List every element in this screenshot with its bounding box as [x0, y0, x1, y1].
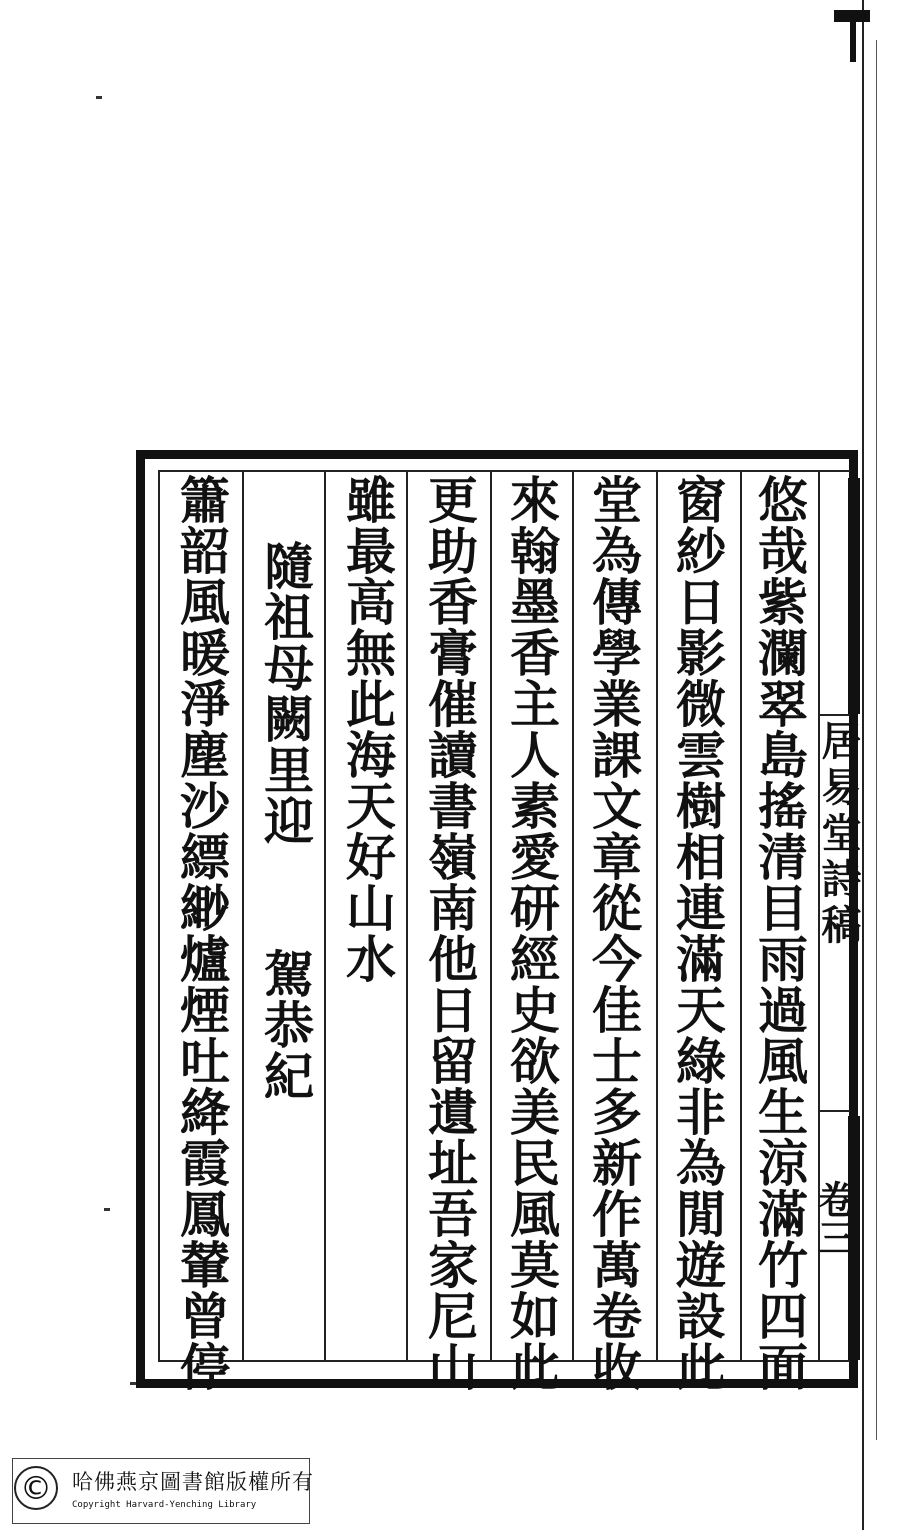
text-column-2: 窗紗日影微雲樹相連滿天綠非為閒遊設此: [668, 474, 727, 1392]
banxin-page-label: 卷三: [812, 1180, 857, 1256]
binding-edge-line-inner: [876, 40, 877, 1440]
column-rule: [572, 472, 574, 1360]
text-column-5: 更助香膏催讀書嶺南他日留遺址吾家尼山: [420, 474, 479, 1392]
text-column-10: 簫韶風暖淨塵沙縹緲爐煙吐絳霞鳳輦曾停: [172, 474, 231, 1392]
copyright-english: Copyright Harvard-Yenching Library: [72, 1500, 257, 1510]
column-rule: [656, 472, 658, 1360]
text-column-6: 雖最高無此海天好山水: [338, 474, 397, 984]
poem-title: 隨祖母闕里迎 駕恭紀: [256, 540, 315, 1101]
fishtail-mark-top: [848, 478, 860, 714]
banxin-rule: [818, 714, 850, 716]
corner-mark: [834, 10, 870, 22]
corner-tick: [850, 22, 856, 62]
banxin-rule: [818, 1110, 850, 1112]
banxin-title: 居易堂詩稿: [815, 720, 862, 950]
column-rule: [242, 472, 244, 1360]
speck: [104, 1208, 110, 1211]
text-column-1: 悠哉紫瀾翠島搖清目雨過風生涼滿竹四面: [750, 474, 809, 1392]
column-rule: [406, 472, 408, 1360]
copyright-chinese: 哈佛燕京圖書館版權所有: [72, 1470, 314, 1494]
column-rule: [324, 472, 326, 1360]
text-column-3: 堂為傳學業課文章從今佳士多新作萬卷收: [584, 474, 643, 1392]
copyright-icon: ©: [14, 1466, 58, 1510]
speck: [96, 96, 102, 99]
column-rule: [490, 472, 492, 1360]
binding-edge-line: [862, 0, 864, 1530]
text-column-4: 來翰墨香主人素愛研經史欲美民風莫如此: [502, 474, 561, 1392]
column-rule: [740, 472, 742, 1360]
